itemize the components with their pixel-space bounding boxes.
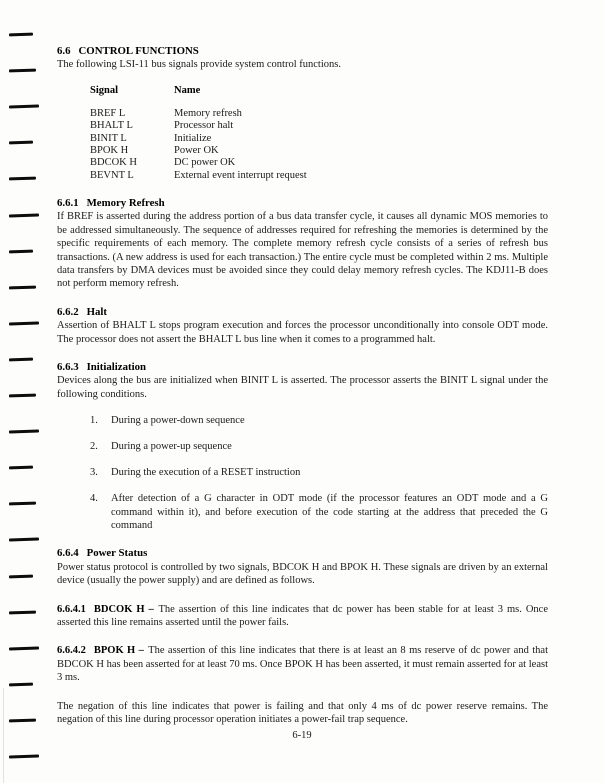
name-cell: Initialize — [174, 132, 212, 144]
heading-6-6-title: CONTROL FUNCTIONS — [78, 45, 199, 57]
binder-mark — [9, 213, 39, 217]
memory-refresh-paragraph: If BREF is asserted during the address portion of a bus data transfer cycle, it causes all dynamic MOS memories to be addressed simultaneously. The sequence of addresses required for refreshing the memories is determined by the specific requirements of each memory. The complete memory refresh cycle consists of a series of refresh bus transactions. (A new address is used for each transaction.) The entire cycle must be completed within 2 ms. Multiple data transfers by DMA devices must be avoided since they could delay memory refresh cycles. The KDJ11-B does not perform memory refresh. — [57, 211, 548, 290]
signal-table — [90, 85, 548, 182]
binder-mark — [9, 69, 36, 73]
subsection-6-6-4-1-term: BDCOK H – — [93, 603, 154, 615]
table-row — [90, 120, 548, 132]
heading-6-6-4 — [57, 547, 548, 560]
binder-mark — [9, 357, 33, 361]
name-cell: Memory refresh — [174, 108, 242, 120]
signal-cell: BREF L — [90, 108, 126, 120]
name-cell: External event interrupt request — [174, 169, 307, 181]
heading-6-6-4-title: Power Status — [86, 547, 148, 560]
binder-mark — [9, 538, 39, 542]
list-item-number: 1. — [90, 415, 98, 427]
list-item-text: During a power-down sequence — [111, 415, 245, 427]
page-number: 6-19 — [292, 730, 312, 741]
subsection-6-6-4-1-number: 6.6.4.1 — [57, 603, 86, 615]
list-item-text: During the execution of a RESET instruction — [111, 467, 301, 479]
binder-mark — [9, 610, 36, 614]
subsection-6-6-4-2 — [57, 644, 548, 684]
list-item-text: During a power-up sequence — [111, 441, 232, 453]
subsection-6-6-4-1-text: The assertion of this line indicates that dc power has been stable for at least 3 ms. Once asserted this line remains asserted until the power fails. — [57, 603, 549, 629]
signal-table-header — [90, 85, 548, 97]
signal-cell: BPOK H — [90, 145, 129, 156]
intro-paragraph: The following LSI-11 bus signals provide system control functions. — [57, 59, 341, 71]
closing-paragraph: The negation of this line indicates that power is failing and that only 4 ms of dc power reserve remains. The negation of this line during processor operation initiates a power-fail trap sequence. — [57, 700, 548, 726]
binder-mark — [9, 430, 39, 434]
binder-mark — [9, 682, 33, 686]
heading-6-6 — [57, 45, 548, 58]
list-item-number: 2. — [90, 441, 98, 453]
table-row — [90, 157, 548, 169]
binder-mark — [9, 718, 36, 722]
subsection-6-6-4-2-text: The assertion of this line indicates that there is at least an 8 ms reserve of dc power and that BDCOK H has been asserted for at least 70 ms. Once BPOK H has been asserted, it must remain asserted for at least 3 ms. — [57, 645, 549, 684]
list-item — [90, 492, 548, 532]
heading-6-6-2-title: Halt — [86, 305, 107, 318]
subsection-6-6-4-2-number: 6.6.4.2 — [57, 645, 86, 657]
name-cell: DC power OK — [174, 157, 236, 169]
page-content — [57, 45, 548, 726]
column-header-name: Name — [174, 84, 201, 96]
heading-6-6-1-title: Memory Refresh — [86, 196, 165, 209]
initialization-paragraph: Devices along the bus are initialized when BINIT L is asserted. The processor asserts the BINIT L signal under the following conditions. — [57, 375, 548, 400]
power-status-paragraph: Power status protocol is controlled by two signals, BDCOK H and BPOK H. These signals are driven by an external device (usually the power supply) and are defined as follows. — [57, 561, 548, 587]
heading-6-6-4-number: 6.6.4 — [57, 547, 79, 560]
list-item-number: 4. — [90, 493, 98, 505]
signal-cell: BEVNT L — [90, 169, 134, 181]
binder-mark — [9, 249, 33, 253]
signal-cell: BHALT L — [90, 120, 133, 132]
column-header-signal: Signal — [90, 84, 119, 96]
heading-6-6-3 — [57, 361, 548, 374]
binder-mark — [9, 466, 33, 470]
table-row — [90, 133, 548, 145]
table-row — [90, 170, 548, 182]
subsection-6-6-4-1 — [57, 603, 548, 630]
name-cell: Processor halt — [174, 120, 234, 132]
heading-6-6-1-number: 6.6.1 — [57, 196, 79, 209]
binder-mark — [9, 141, 33, 145]
subsection-6-6-4-2-term: BPOK H – — [93, 645, 144, 657]
name-cell: Power OK — [174, 145, 219, 156]
table-row — [90, 108, 548, 120]
signal-cell: BINIT L — [90, 132, 127, 144]
heading-6-6-3-number: 6.6.3 — [57, 360, 79, 373]
heading-6-6-3-title: Initialization — [86, 360, 146, 373]
binder-mark — [9, 394, 36, 398]
binder-mark — [9, 502, 36, 506]
binder-mark — [9, 646, 39, 650]
binder-mark — [9, 33, 33, 37]
heading-6-6-1 — [57, 197, 548, 210]
binder-mark — [9, 754, 39, 758]
signal-cell: BDCOK H — [90, 157, 137, 169]
list-item-number: 3. — [90, 467, 98, 479]
halt-paragraph: Assertion of BHALT L stops program execution and forces the processor unconditionally into console ODT mode. The processor does not assert the BHALT L bus line when it comes to a programmed halt. — [57, 320, 548, 345]
binder-mark — [9, 105, 39, 109]
binder-mark — [9, 285, 36, 289]
binder-mark — [9, 321, 39, 325]
binder-mark — [9, 574, 33, 578]
list-item — [90, 414, 548, 427]
initialization-list — [90, 414, 548, 532]
heading-6-6-2-number: 6.6.2 — [57, 305, 79, 318]
list-item — [90, 440, 548, 453]
binder-mark — [9, 177, 36, 181]
heading-6-6-2 — [57, 306, 548, 319]
heading-6-6-number: 6.6 — [57, 45, 71, 57]
list-item — [90, 466, 548, 479]
list-item-text: After detection of a G character in ODT mode (if the processor features an ODT mode and a G command within it), and before execution of the code starting at the address that preceded the G command — [111, 493, 548, 531]
table-row — [90, 145, 548, 157]
